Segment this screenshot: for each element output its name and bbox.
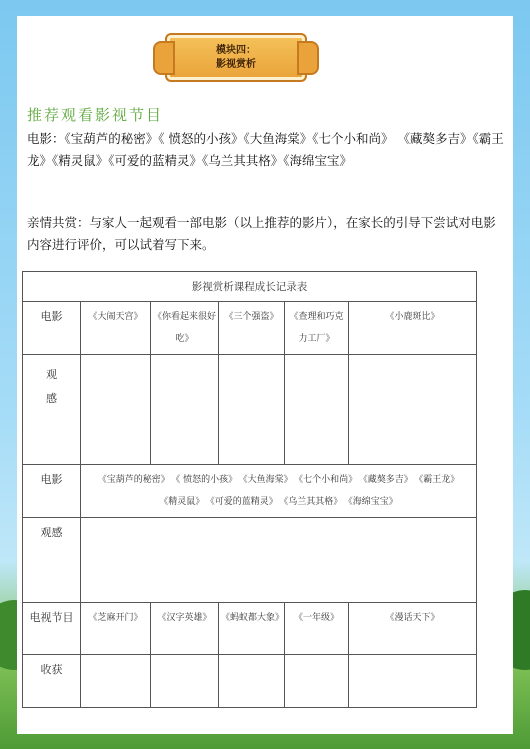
movie-cell: 《你看起来很好吃》 (151, 302, 219, 355)
table-title: 影视赏析课程成长记录表 (23, 272, 477, 302)
row-label-tv: 电视节目 (23, 603, 81, 655)
row-label-gain: 收获 (23, 655, 81, 708)
tv-cell: 《芝麻开门》 (81, 603, 151, 655)
gain-cell[interactable] (151, 655, 219, 708)
row-label-movie-2: 电影 (23, 465, 81, 518)
table-row (23, 355, 477, 465)
family-viewing-text: 亲情共赏：与家人一起观看一部电影（以上推荐的影片），在家长的引导下尝试对电影内容进行评价，可以试着写下来。 (27, 215, 496, 252)
movie-item: 《大鱼海棠》 (243, 475, 293, 485)
movie-item: 《霸王龙》 (418, 475, 460, 485)
row-label-impression-text: 观感 (46, 368, 57, 405)
movie-item: 《可爱的蓝精灵》 (210, 497, 278, 507)
movie-list-cell (81, 465, 477, 518)
tv-cell: 《蚂蚁都大象》 (219, 603, 285, 655)
gain-cell[interactable] (219, 655, 285, 708)
table-row (23, 465, 477, 518)
movie-item: 《 愤怒的小孩》 (175, 475, 238, 485)
impression-cell-wide[interactable] (81, 518, 477, 603)
gain-cell[interactable] (349, 655, 477, 708)
row-label-impression (23, 355, 81, 465)
movie-item: 《乌兰其其格》 (283, 497, 343, 507)
table-row (23, 655, 477, 708)
movie-cell: 《小鹿斑比》 (349, 302, 477, 355)
impression-cell[interactable] (219, 355, 285, 465)
movie-cell: 《三个强盗》 (219, 302, 285, 355)
movie-item: 《精灵鼠》 (159, 497, 205, 507)
impression-cell[interactable] (81, 355, 151, 465)
recommended-movies-text: 电影：《宝葫芦的秘密》《 愤怒的小孩》《大鱼海棠》《七个小和尚》 《藏獒多吉》《霸王龙》《精灵鼠》《可爱的蓝精灵》《乌兰其其格》《海绵宝宝》 (27, 131, 504, 168)
section-title: 推荐观看影视节目 (27, 106, 164, 124)
movie-cell: 《大闹天宫》 (81, 302, 151, 355)
table-row (23, 518, 477, 603)
table-row (23, 302, 477, 355)
tv-cell: 《漫话天下》 (349, 603, 477, 655)
row-label-impression-2: 观感 (23, 518, 81, 603)
gain-cell[interactable] (285, 655, 349, 708)
movie-item: 《海绵宝宝》 (348, 497, 398, 507)
growth-record-table (22, 271, 477, 708)
movie-item: 《七个小和尚》 (298, 475, 358, 485)
impression-cell[interactable] (349, 355, 477, 465)
gain-cell[interactable] (81, 655, 151, 708)
banner-line-1: 模块四： (216, 44, 256, 56)
impression-cell[interactable] (151, 355, 219, 465)
banner-line-2: 影视赏析 (216, 58, 256, 70)
movie-item: 《藏獒多吉》 (363, 475, 413, 485)
movie-item: 《宝葫芦的秘密》 (97, 475, 170, 485)
impression-cell[interactable] (285, 355, 349, 465)
tv-cell: 《汉字英雄》 (151, 603, 219, 655)
tv-cell: 《一年级》 (285, 603, 349, 655)
movie-cell: 《查理和巧克力工厂》 (285, 302, 349, 355)
module-banner (165, 33, 307, 82)
row-label-movie: 电影 (23, 302, 81, 355)
table-row (23, 603, 477, 655)
